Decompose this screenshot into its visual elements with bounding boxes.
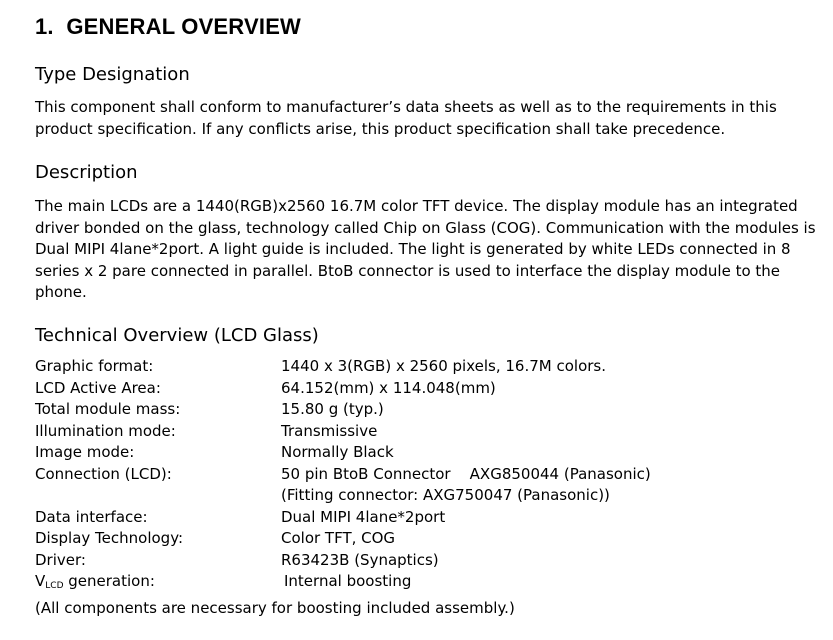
section-title: GENERAL OVERVIEW: [66, 14, 302, 39]
spec-value: 1440 x 3(RGB) x 2560 pixels, 16.7M colors.: [281, 357, 607, 375]
technical-overview-heading: Technical Overview (LCD Glass): [35, 325, 319, 346]
spec-value: Transmissive: [281, 421, 378, 440]
type-designation-text: This component shall conform to manufacturer’s data sheets as well as to the requirements in this product specification. If any conflicts arise, this product specification shall take precedence.: [35, 98, 777, 138]
spec-table: [35, 356, 825, 619]
spec-row: [35, 421, 825, 443]
spec-row: [35, 507, 825, 529]
spec-label: Total module mass:: [35, 400, 181, 418]
spec-label-vlcd: [35, 571, 281, 598]
spec-row: [35, 528, 825, 550]
spec-value: Internal boosting: [284, 572, 412, 590]
vlcd-symbol: V: [35, 572, 46, 590]
spec-label: Display Technology:: [35, 529, 184, 547]
type-designation-paragraph: [35, 97, 825, 140]
spec-row: [35, 356, 825, 378]
spec-label: Image mode:: [35, 443, 135, 461]
spec-value: 50 pin BtoB Connector AXG850044 (Panasonic): [281, 464, 651, 483]
spec-row-vlcd: [35, 571, 825, 598]
spec-row: [35, 550, 825, 572]
spec-value: Color TFT, COG: [281, 529, 396, 547]
spec-label: Graphic format:: [35, 357, 154, 375]
spec-row: [35, 485, 825, 507]
vlcd-label-rest: generation:: [63, 572, 155, 590]
section-number: 1.: [35, 14, 54, 39]
description-text: The main LCDs are a 1440(RGB)x2560 16.7M color TFT device. The display module has an integrated driver bonded on the glass, technology called Chip on Glass (COG). Communication with the modules is Dual MIPI 4lane*2port. A light guide is included. The light is generated by white LEDs connected in 8 series x 2 pare connected in parallel. BtoB connector is used to interface the display module to the phone.: [35, 197, 816, 301]
spec-value: (Fitting connector: AXG750047 (Panasonic)): [281, 486, 610, 504]
description-paragraph: [35, 196, 825, 304]
spec-row: [35, 464, 825, 486]
spec-value: 15.80 g (typ.): [281, 400, 384, 418]
assembly-note: (All components are necessary for boosting included assembly.): [35, 598, 515, 617]
spec-row: [35, 442, 825, 464]
description-heading: Description: [35, 162, 138, 183]
type-designation-heading: Type Designation: [35, 64, 190, 85]
spec-label: [35, 485, 281, 507]
spec-row: [35, 399, 825, 421]
spec-value: Normally Black: [281, 443, 394, 461]
spec-label: Data interface:: [35, 507, 148, 526]
section-heading: [35, 14, 301, 40]
spec-label: Illumination mode:: [35, 421, 176, 440]
spec-value: Dual MIPI 4lane*2port: [281, 507, 446, 526]
spec-label: LCD Active Area:: [35, 378, 161, 397]
spec-label: Connection (LCD):: [35, 464, 172, 483]
spec-row: [35, 378, 825, 400]
spec-value: R63423B (Synaptics): [281, 550, 439, 569]
spec-label: Driver:: [35, 550, 86, 569]
vlcd-subscript: LCD: [45, 581, 64, 591]
spec-value: 64.152(mm) x 114.048(mm): [281, 378, 496, 397]
